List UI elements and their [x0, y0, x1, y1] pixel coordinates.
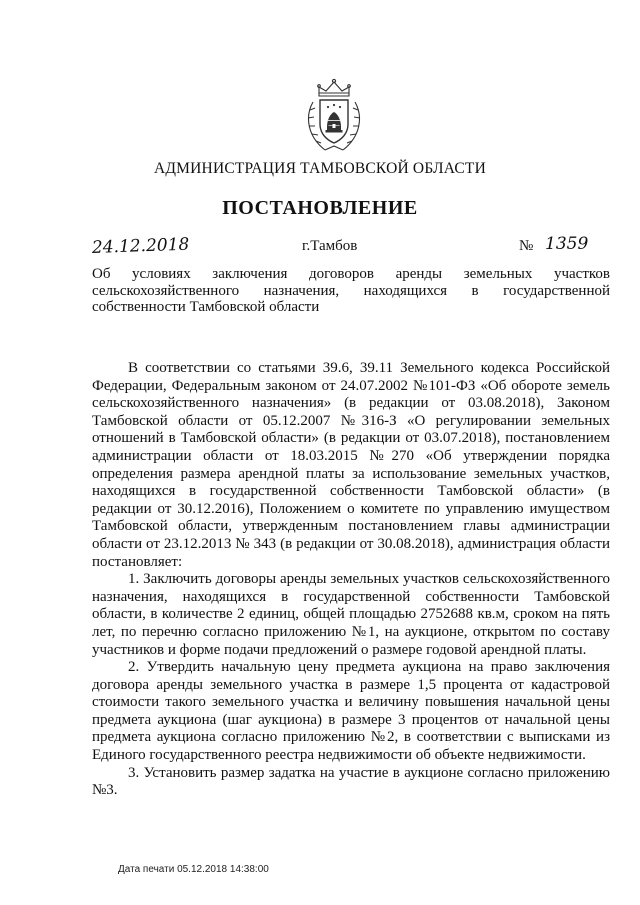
clause-paragraph-2: 2. Утвердить начальную цену предмета аукциона на право заключения договора аренды земельного участка в размере 1,5 процента от кадастровой стоимости такого земельного участка и величину повышения начальной цены предмета аукциона (шаг аукциона) в размере 3 процентов от начальной цены предмета аукциона согласно приложению №2, в соответствии с выписками из Единого государственного реестра недвижимости об объекте недвижимости.: [92, 659, 610, 764]
preamble-paragraph: В соответствии со статьями 39.6, 39.11 Земельного кодекса Российской Федерации, Федеральным законом от 24.07.2002 №101-ФЗ «Об обороте земель сельскохозяйственного назначения» (в редакции от 03.08.2018), Законом Тамбовской области от 05.12.2007 №316-З «О регулировании земельных отношений в Тамбовской области» (в редакции от 03.07.2018), постановлением администрации области от 18.03.2015 №270 «Об утверждении порядка определения размера арендной платы за использование земельных участков, находящихся в государственной собственности Тамбовской области» (в редакции от 30.12.2016), Положением о комитете по управлению имуществом Тамбовской области, утвержденным постановлением главы администрации области от 23.12.2013 № 343 (в редакции от 30.08.2018), администрация области постановляет:: [92, 360, 610, 570]
clause-paragraph-3: 3. Установить размер задатка на участие в аукционе согласно приложению №3.: [92, 764, 610, 799]
document-city: г.Тамбов: [302, 238, 358, 254]
coat-of-arms-icon: [301, 76, 367, 156]
document-number-label: №: [519, 238, 534, 254]
document-number: 1359: [545, 234, 589, 254]
document-subject: Об условиях заключения договоров аренды земельных участков сельскохозяйственного назначения, находящихся в государственной собственности Тамбовской области: [92, 266, 610, 315]
clause-paragraph-1: 1. Заключить договоры аренды земельных участков сельскохозяйственного назначения, находящихся в государственной собственности Тамбовской области, в количестве 2 единиц, общей площадью 2752688 кв.м, сроком на пять лет, по перечню согласно приложению №1, на аукционе, открытом по составу участников и форме подачи предложений о размере годовой арендной платы.: [92, 571, 610, 658]
organization-title: АДМИНИСТРАЦИЯ ТАМБОВСКОЙ ОБЛАСТИ: [154, 160, 486, 177]
document-date: 24.12.2018: [91, 234, 190, 258]
document-type-title: ПОСТАНОВЛЕНИЕ: [222, 197, 418, 219]
print-date: Дата печати 05.12.2018 14:38:00: [118, 864, 269, 875]
document-body: [92, 360, 610, 800]
